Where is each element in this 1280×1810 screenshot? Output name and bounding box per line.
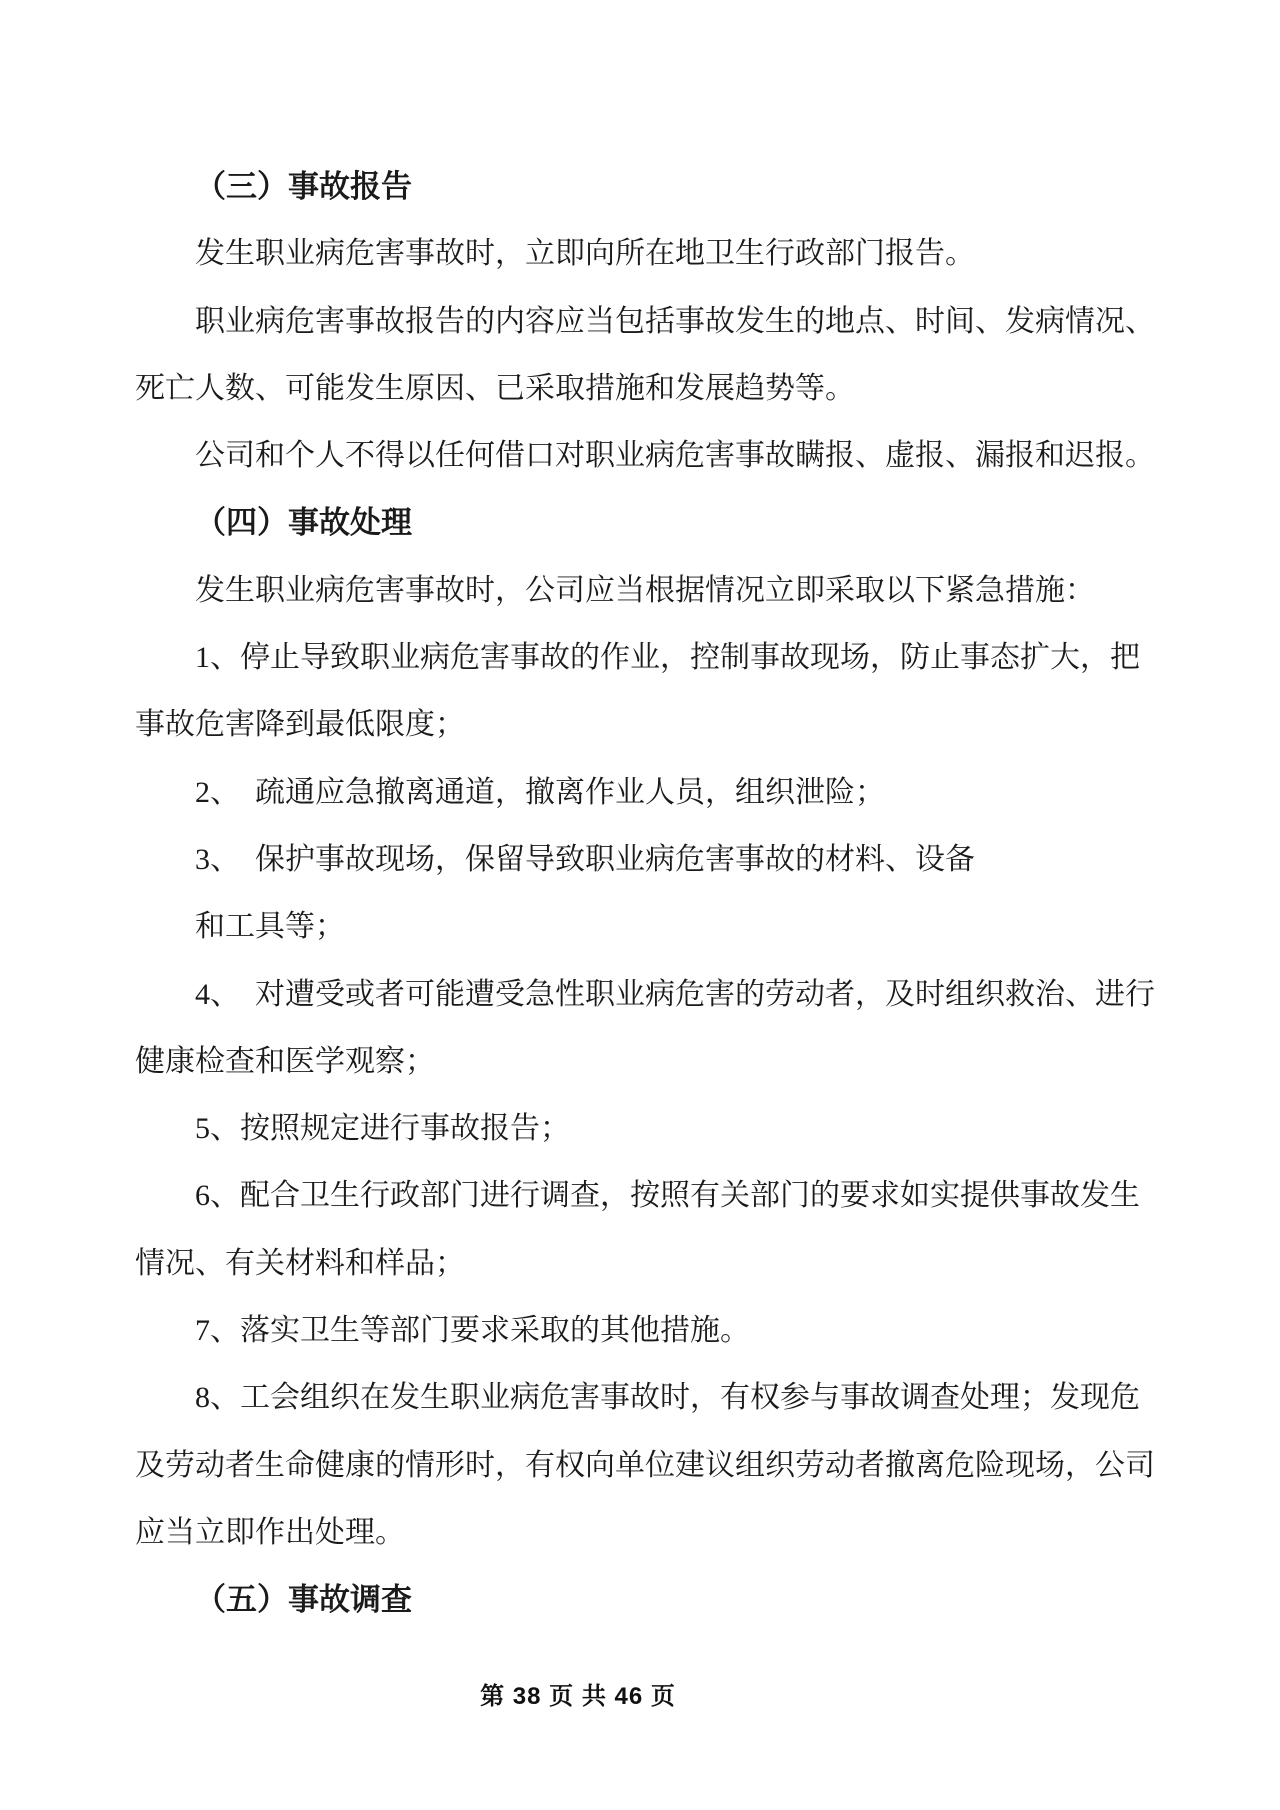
list-item-line: 及劳动者生命健康的情形时，有权向单位建议组织劳动者撤离危险现场，公司 <box>135 1448 1155 1482</box>
page-number: 第 38 页 共 46 页 <box>480 1683 676 1710</box>
list-item-line: 和工具等； <box>195 910 345 944</box>
list-item-line: 2、 疏通应急撤离通道，撤离作业人员，组织泄险； <box>195 775 885 809</box>
paragraph-line: 发生职业病危害事故时，公司应当根据情况立即采取以下紧急措施： <box>195 573 1095 607</box>
list-item-line: 健康检查和医学观察； <box>135 1044 435 1078</box>
list-item-line: 5、按照规定进行事故报告； <box>195 1112 570 1146</box>
list-item-line: 3、 保护事故现场，保留导致职业病危害事故的材料、设备 <box>195 842 975 876</box>
document-body <box>135 153 1180 1634</box>
list-item-line: 8、工会组织在发生职业病危害事故时，有权参与事故调查处理；发现危 <box>195 1381 1140 1415</box>
list-item-line: 7、落实卫生等部门要求采取的其他措施。 <box>195 1314 750 1348</box>
paragraph-line: 公司和个人不得以任何借口对职业病危害事故瞒报、虚报、漏报和迟报。 <box>195 439 1155 473</box>
list-item-line: 应当立即作出处理。 <box>135 1515 405 1549</box>
paragraph-line: 发生职业病危害事故时，立即向所在地卫生行政部门报告。 <box>195 237 975 271</box>
list-item-line: 1、停止导致职业病危害事故的作业，控制事故现场，防止事态扩大，把 <box>195 641 1140 675</box>
list-item-line: 事故危害降到最低限度； <box>135 708 465 742</box>
list-item-line: 情况、有关材料和样品； <box>135 1246 465 1280</box>
page-footer <box>0 1676 1218 1711</box>
section-heading: （四）事故处理 <box>195 505 412 541</box>
paragraph-line: 职业病危害事故报告的内容应当包括事故发生的地点、时间、发病情况、 <box>195 304 1155 338</box>
section-heading: （三）事故报告 <box>195 169 412 204</box>
section-heading: （五）事故调查 <box>195 1582 412 1618</box>
paragraph-line: 死亡人数、可能发生原因、已采取措施和发展趋势等。 <box>135 371 855 405</box>
list-item-line: 6、配合卫生行政部门进行调查，按照有关部门的要求如实提供事故发生 <box>195 1179 1140 1213</box>
list-item-line: 4、 对遭受或者可能遭受急性职业病危害的劳动者，及时组织救治、进行 <box>195 977 1155 1011</box>
